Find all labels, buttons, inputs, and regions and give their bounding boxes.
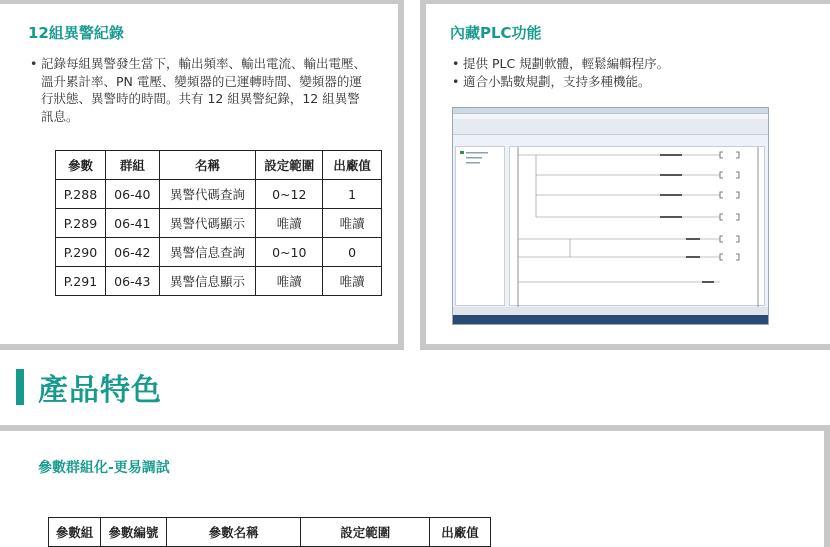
cell-param: P.288 (56, 180, 106, 209)
cell-default: 1 (323, 180, 382, 209)
cell-name: 異警信息查詢 (159, 238, 256, 267)
cell-name: 異警代碼查詢 (159, 180, 256, 209)
feature-subtitle: 參數群組化-更易調試 (38, 460, 170, 476)
plc-bullet: • 提供 PLC 規劃軟體，輕鬆編輯程序。 (452, 55, 822, 73)
alarm-bullets (30, 55, 400, 125)
alarm-line-1: 記錄每組異警發生當下，輸出頻率、輸出電流、輸出電壓、 (41, 56, 367, 71)
col-header-param-number: 參數編號 (100, 518, 166, 547)
table-row (56, 267, 382, 296)
screenshot-project-tree (455, 146, 505, 306)
col-header-param-group: 參數組 (49, 518, 101, 547)
alarm-line-4: 訊息。 (41, 108, 79, 124)
alarm-line-3: 行狀態、異警時的時間。共有 12 組異警紀錄，12 組異警 (41, 91, 360, 106)
cell-range: 0~10 (256, 238, 323, 267)
cell-default: 唯讀 (323, 267, 382, 296)
cell-name: 異警信息顯示 (159, 267, 256, 296)
screenshot-statusbar (453, 307, 768, 315)
section-accent-bar (16, 369, 24, 405)
cell-range: 唯讀 (256, 209, 323, 238)
section-heading (16, 367, 162, 407)
screenshot-ladder-editor (509, 146, 765, 306)
section-title: 產品特色 (38, 373, 162, 408)
tree-lines-image (456, 147, 506, 307)
cell-param: P.290 (56, 238, 106, 267)
col-header-name: 名稱 (159, 151, 256, 180)
screenshot-taskbar (453, 315, 768, 324)
alarm-line-2: 溫升累計率、PN 電壓、變頻器的已運轉時間、變頻器的運 (41, 73, 362, 89)
col-header-default: 出廠值 (323, 151, 382, 180)
cell-param: P.289 (56, 209, 106, 238)
col-header-range: 設定範圍 (301, 518, 430, 547)
feature-param-table (48, 517, 491, 547)
cell-default: 唯讀 (323, 209, 382, 238)
plc-title: 內藏PLC功能 (450, 24, 542, 42)
cell-range: 唯讀 (256, 267, 323, 296)
table-row (56, 238, 382, 267)
table-row (56, 209, 382, 238)
ladder-diagram-image (510, 147, 766, 307)
cell-range: 0~12 (256, 180, 323, 209)
cell-group: 06-40 (105, 180, 159, 209)
table-header-row (49, 518, 491, 547)
table-row (56, 180, 382, 209)
plc-bullet: • 適合小點數規劃，支持多種機能。 (452, 73, 822, 91)
cell-param: P.291 (56, 267, 106, 296)
cell-group: 06-43 (105, 267, 159, 296)
table-header-row (56, 151, 382, 180)
col-header-param-name: 參數名稱 (166, 518, 301, 547)
cell-group: 06-42 (105, 238, 159, 267)
col-header-group: 群組 (105, 151, 159, 180)
alarm-panel (0, 0, 404, 350)
plc-bullets (452, 55, 822, 90)
alarm-title: 12組異警紀錄 (28, 24, 124, 42)
plc-software-screenshot (452, 107, 769, 325)
screenshot-toolbar (453, 119, 768, 135)
feature-panel (0, 425, 830, 547)
alarm-param-table (55, 150, 382, 296)
col-header-param: 參數 (56, 151, 106, 180)
cell-default: 0 (323, 238, 382, 267)
col-header-range: 設定範圍 (256, 151, 323, 180)
cell-name: 異警代碼顯示 (159, 209, 256, 238)
cell-group: 06-41 (105, 209, 159, 238)
alarm-bullet (30, 55, 400, 125)
col-header-default: 出廠值 (430, 518, 491, 547)
